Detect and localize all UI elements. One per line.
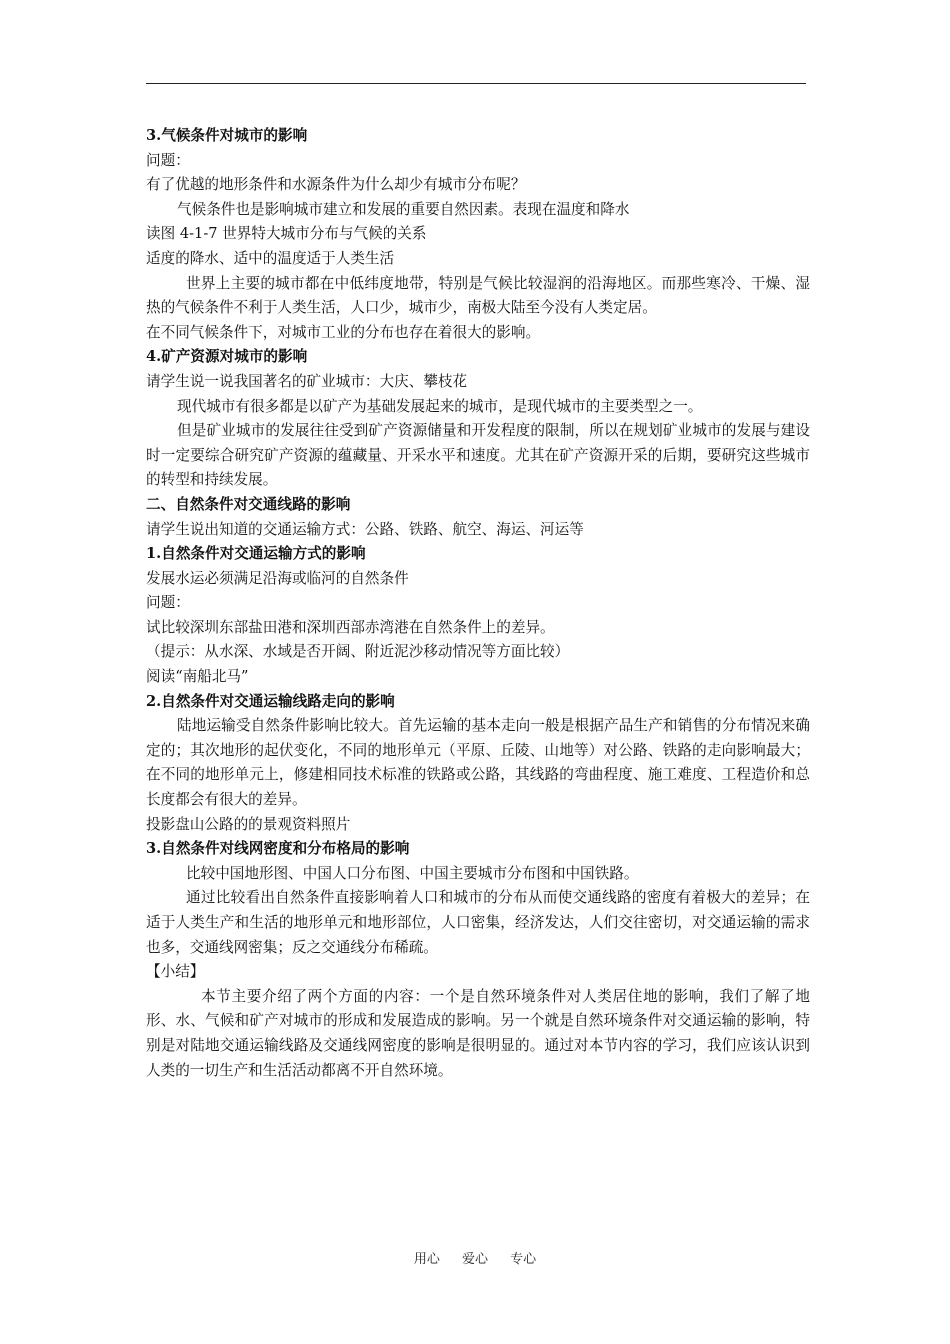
- document-body: [146, 124, 810, 1083]
- section-heading: 二、自然条件对交通线路的影响: [146, 495, 351, 513]
- page-footer: 用心 爱心 专心: [413, 1252, 537, 1267]
- paragraph: 本节主要介绍了两个方面的内容：一个是自然环境条件对人类居住地的影响，我们了解了地形、水、气候和矿产对城市的形成和发展造成的影响。另一个就是自然环境条件对交通运输的影响，特别是对陆地交通运输线路及交通线网密度的影响是很明显的。通过对本节内容的学习，我们应该认识到人类的一切生产和生活活动都离不开自然环境。: [146, 987, 810, 1079]
- paragraph: 在不同气候条件下，对城市工业的分布也存在着很大的影响。: [146, 323, 541, 341]
- paragraph: 请学生说一说我国著名的矿业城市：大庆、攀枝花: [146, 372, 468, 390]
- paragraph: 世界上主要的城市都在中低纬度地带，特别是气候比较湿润的沿海地区。而那些寒冷、干燥、湿热的气候条件不利于人类生活，人口少，城市少，南极大陆至今没有人类定居。: [146, 274, 810, 317]
- paragraph: （提示：从水深、水域是否开阔、附近泥沙移动情况等方面比较）: [146, 643, 570, 661]
- section-heading: 1.自然条件对交通运输方式的影响: [146, 545, 366, 563]
- paragraph: 通过比较看出自然条件直接影响着人口和城市的分布从而使交通线路的密度有着极大的差异；在适于人类生产和生活的地形单元和地形部位，人口密集，经济发达，人们交往密切，对交通运输的需求也多，交通线网密集；反之交通线分布稀疏。: [146, 889, 810, 956]
- paragraph: 阅读“南船北马”: [146, 668, 249, 686]
- paragraph: 陆地运输受自然条件影响比较大。首先运输的基本走向一般是根据产品生产和销售的分布情况来确定的；其次地形的起伏变化，不同的地形单元（平原、丘陵、山地等）对公路、铁路的走向影响最大；在不同的地形单元上，修建相同技术标准的铁路或公路，其线路的弯曲程度、施工难度、工程造价和总长度都会有很大的差异。: [146, 717, 810, 809]
- paragraph: 试比较深圳东部盐田港和深圳西部赤湾港在自然条件上的差异。: [146, 618, 555, 636]
- section-heading: 2.自然条件对交通运输线路走向的影响: [146, 692, 395, 710]
- section-heading: 3.气候条件对城市的影响: [146, 127, 308, 144]
- paragraph: 请学生说出知道的交通运输方式：公路、铁路、航空、海运、河运等: [146, 520, 584, 538]
- paragraph: 适度的降水、适中的温度适于人类生活: [146, 249, 395, 267]
- header-rule: [146, 83, 806, 84]
- paragraph: 现代城市有很多都是以矿产为基础发展起来的城市，是现代城市的主要类型之一。: [177, 397, 703, 415]
- section-heading: 3.自然条件对线网密度和分布格局的影响: [146, 840, 410, 858]
- paragraph: 比较中国地形图、中国人口分布图、中国主要城市分布图和中国铁路。: [186, 864, 639, 882]
- paragraph: 但是矿业城市的发展往往受到矿产资源储量和开发程度的限制，所以在规划矿业城市的发展与建设时一定要综合研究矿产资源的蕴藏量、开采水平和速度。尤其在矿产资源开采的后期，要研究这些城市的转型和持续发展。: [146, 422, 810, 489]
- paragraph: 有了优越的地形条件和水源条件为什么却少有城市分布呢？: [146, 176, 526, 194]
- paragraph: 读图 4-1-7 世界特大城市分布与气候的关系: [146, 225, 427, 243]
- section-heading: 4.矿产资源对城市的影响: [146, 348, 308, 366]
- paragraph: 问题：: [146, 151, 190, 169]
- paragraph: 气候条件也是影响城市建立和发展的重要自然因素。表现在温度和降水: [177, 200, 630, 218]
- paragraph: 投影盘山公路的的景观资料照片: [146, 815, 351, 833]
- paragraph: 问题：: [146, 594, 190, 612]
- paragraph: 发展水运必须满足沿海或临河的自然条件: [146, 569, 409, 587]
- summary-heading: 【小结】: [146, 963, 205, 981]
